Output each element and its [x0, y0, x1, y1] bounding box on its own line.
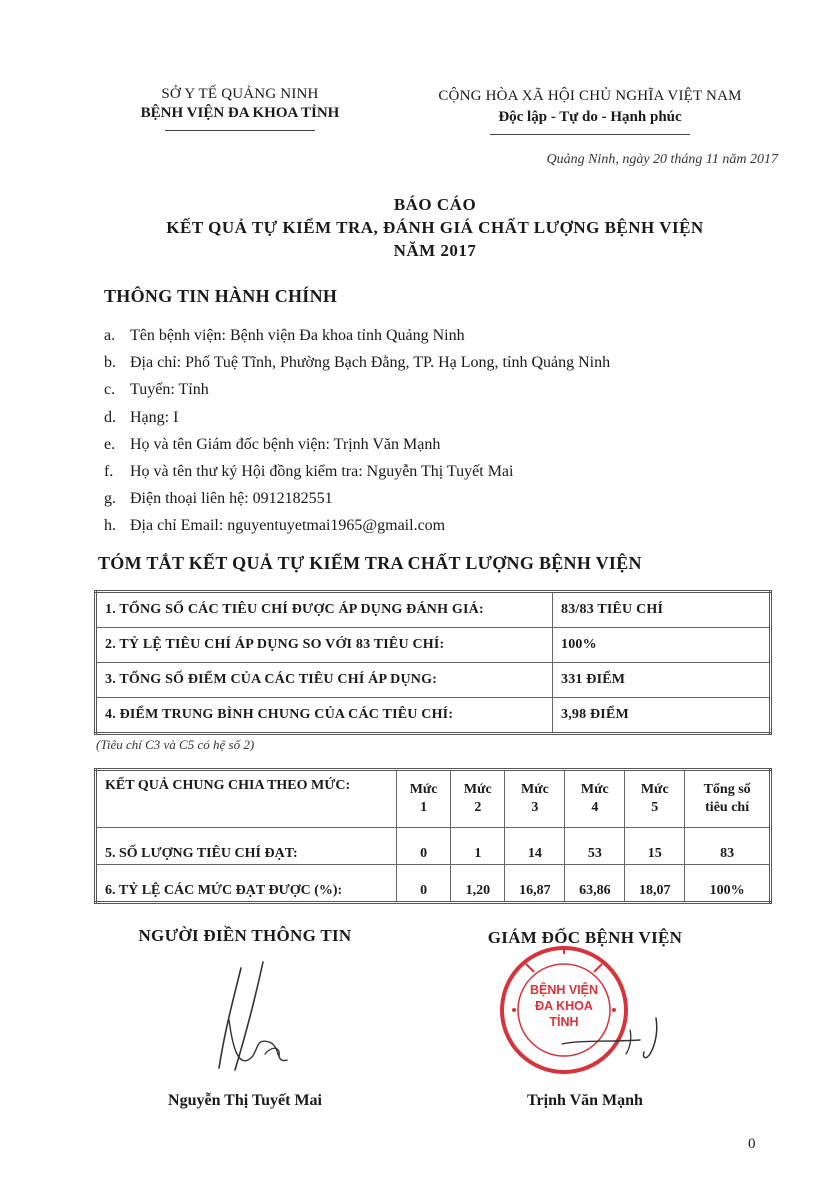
item-text: Họ và tên thư ký Hội đồng kiểm tra: Nguyễn Thị Tuyết Mai — [130, 462, 514, 480]
list-item — [104, 322, 804, 349]
table-cell: 100% — [685, 865, 771, 903]
item-letter: h. — [104, 517, 116, 535]
header-right-divider — [490, 134, 690, 135]
table-cell: 14 — [505, 828, 565, 865]
item-text: Tuyến: Tỉnh — [130, 381, 209, 399]
director-role: GIÁM ĐỐC BỆNH VIỆN — [487, 928, 683, 947]
item-letter: c. — [104, 381, 116, 399]
column-header — [505, 770, 565, 828]
summary-value: 83/83 TIÊU CHÍ — [553, 592, 771, 628]
column-header — [685, 770, 771, 828]
summary-label: 3. TỔNG SỐ ĐIỂM CỦA CÁC TIÊU CHÍ ÁP DỤNG: — [96, 663, 553, 698]
column-header-line2: 2 — [474, 800, 482, 815]
list-item — [104, 376, 804, 403]
list-item — [104, 485, 804, 512]
preparer-role: NGƯỜI ĐIỀN THÔNG TIN — [138, 926, 352, 945]
levels-header-label: KẾT QUẢ CHUNG CHIA THEO MỨC: — [96, 770, 397, 828]
item-letter: e. — [104, 435, 116, 453]
column-header — [451, 770, 505, 828]
column-header — [565, 770, 625, 828]
item-text: Họ và tên Giám đốc bệnh viện: Trịnh Văn Mạnh — [130, 435, 441, 453]
levels-table — [94, 768, 772, 904]
table-cell: 1 — [451, 828, 505, 865]
column-header-line2: 4 — [591, 800, 599, 815]
table-cell: 53 — [565, 828, 625, 865]
item-letter: g. — [104, 490, 116, 508]
summary-value: 331 ĐIỂM — [553, 663, 771, 698]
item-text: Địa chỉ Email: nguyentuyetmai1965@gmail.com — [130, 517, 446, 535]
table-row — [96, 698, 771, 734]
column-header-line1: Mức — [521, 782, 549, 797]
table-row — [96, 628, 771, 663]
national-motto — [395, 88, 785, 135]
summary-label: 4. ĐIỂM TRUNG BÌNH CHUNG CỦA CÁC TIÊU CHÍ: — [96, 698, 553, 734]
preparer-name: Nguyễn Thị Tuyết Mai — [168, 1092, 322, 1109]
issuing-organization — [90, 86, 390, 131]
table-row — [96, 592, 771, 628]
summary-table — [94, 590, 772, 735]
list-item — [104, 512, 804, 539]
table-cell: 0 — [397, 865, 451, 903]
table-cell: 18,07 — [625, 865, 685, 903]
admin-info-list — [104, 322, 804, 540]
table-cell: 16,87 — [505, 865, 565, 903]
column-header-line2: tiêu chí — [705, 800, 750, 815]
table-cell: 0 — [397, 828, 451, 865]
table-header-row — [96, 770, 771, 828]
list-item — [104, 458, 804, 485]
column-header — [625, 770, 685, 828]
row-label: 6. TỶ LỆ CÁC MỨC ĐẠT ĐƯỢC (%): — [96, 865, 397, 903]
column-header-line1: Mức — [409, 782, 438, 797]
page-number: 0 — [748, 1136, 756, 1152]
title-line-3: NĂM 2017 — [393, 241, 477, 260]
hospital-name: BỆNH VIỆN ĐA KHOA TỈNH — [140, 105, 340, 121]
admin-info-heading: THÔNG TIN HÀNH CHÍNH — [104, 286, 338, 306]
column-header-line2: 3 — [531, 800, 539, 815]
report-title — [60, 195, 810, 261]
table-row — [96, 663, 771, 698]
item-text: Tên bệnh viện: Bệnh viện Đa khoa tỉnh Quảng Ninh — [130, 327, 465, 344]
column-header-line1: Tổng số — [703, 782, 751, 797]
motto: Độc lập - Tự do - Hạnh phúc — [498, 109, 682, 125]
table-cell: 63,86 — [565, 865, 625, 903]
place-date: Quảng Ninh, ngày 20 tháng 11 năm 2017 — [546, 152, 778, 167]
column-header — [397, 770, 451, 828]
title-line-2: KẾT QUẢ TỰ KIỂM TRA, ĐÁNH GIÁ CHẤT LƯỢNG BỆNH VIỆN — [166, 218, 704, 237]
seal-line-3: TỈNH — [549, 1015, 579, 1029]
list-item — [104, 404, 804, 431]
column-header-line1: Mức — [640, 782, 669, 797]
column-header-line1: Mức — [463, 782, 492, 797]
table-cell: 1,20 — [451, 865, 505, 903]
item-letter: f. — [104, 462, 114, 480]
summary-value: 3,98 ĐIỂM — [553, 698, 771, 734]
column-header-line2: 5 — [651, 800, 659, 815]
item-letter: a. — [104, 327, 116, 344]
column-header-line1: Mức — [580, 782, 609, 797]
summary-heading: TÓM TẮT KẾT QUẢ TỰ KIỂM TRA CHẤT LƯỢNG BỆNH VIỆN — [98, 553, 642, 573]
summary-label: 1. TỔNG SỐ CÁC TIÊU CHÍ ĐƯỢC ÁP DỤNG ĐÁNH GIÁ: — [96, 592, 553, 628]
department-name: SỞ Y TẾ QUẢNG NINH — [161, 86, 319, 102]
header-left-divider — [165, 130, 315, 131]
table-cell: 15 — [625, 828, 685, 865]
director-name: Trịnh Văn Mạnh — [527, 1092, 643, 1109]
list-item — [104, 349, 804, 376]
seal-line-2: ĐA KHOA — [535, 999, 593, 1013]
column-header-line2: 1 — [420, 800, 428, 815]
summary-label: 2. TỶ LỆ TIÊU CHÍ ÁP DỤNG SO VỚI 83 TIÊU CHÍ: — [96, 628, 553, 663]
item-text: Hạng: I — [130, 408, 179, 426]
item-letter: b. — [104, 354, 116, 372]
table-row — [96, 865, 771, 903]
coefficient-note: (Tiêu chí C3 và C5 có hệ số 2) — [96, 737, 255, 752]
title-line-1: BÁO CÁO — [393, 195, 477, 214]
seal-line-1: BỆNH VIỆN — [529, 983, 599, 997]
row-label: 5. SỐ LƯỢNG TIÊU CHÍ ĐẠT: — [96, 828, 397, 865]
table-cell: 83 — [685, 828, 771, 865]
item-text: Địa chỉ: Phố Tuệ Tĩnh, Phường Bạch Đằng, TP. Hạ Long, tỉnh Quảng Ninh — [130, 354, 611, 372]
preparer-signature — [195, 960, 315, 1075]
list-item — [104, 431, 804, 458]
director-signature — [560, 1010, 670, 1070]
summary-value: 100% — [553, 628, 771, 663]
table-row — [96, 828, 771, 865]
item-text: Điện thoại liên hệ: 0912182551 — [130, 490, 333, 508]
item-letter: d. — [104, 408, 116, 426]
country-name: CỘNG HÒA XÃ HỘI CHỦ NGHĨA VIỆT NAM — [438, 88, 742, 104]
